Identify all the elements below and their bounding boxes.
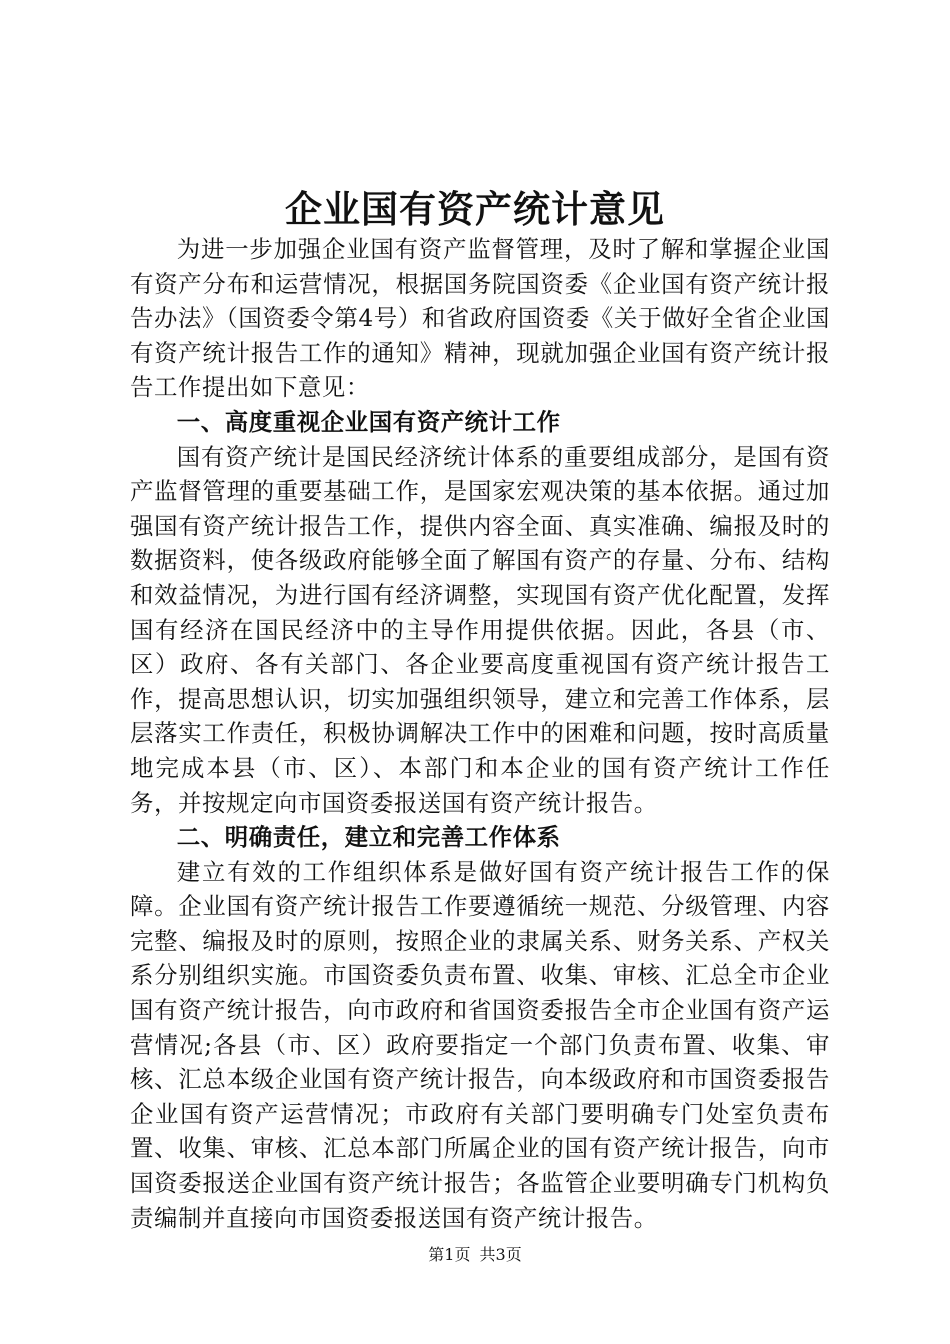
page-total: 共3页 — [479, 1245, 522, 1264]
document-body — [130, 232, 830, 1235]
section-heading: 一、高度重视企业国有资产统计工作 — [176, 407, 561, 436]
intro-paragraph: 为进一步加强企业国有资产监督管理，及时了解和掌握企业国有资产分布和运营情况，根据国务院国资委《企业国有资产统计报告办法》（国资委令第4号）和省政府国资委《关于做好全省企业国有资产统计报告工作的通知》精神，现就加强企业国有资产统计报告工作提出如下意见： — [130, 235, 830, 402]
section-paragraph: 国有资产统计是国民经济统计体系的重要组成部分，是国有资产监督管理的重要基础工作，是国家宏观决策的基本依据。通过加强国有资产统计报告工作，提供内容全面、真实准确、编报及时的数据资料，使各级政府能够全面了解国有资产的存量、分布、结构和效益情况，为进行国有经济调整，实现国有资产优化配置，发挥国有经济在国民经济中的主导作用提供依据。因此，各县（市、区）政府、各有关部门、各企业要高度重视国有资产统计报告工作，提高思想认识，切实加强组织领导，建立和完善工作体系，层层落实工作责任，积极协调解决工作中的困难和问题，按时高质量地完成本县（市、区）、本部门和本企业的国有资产统计工作任务，并按规定向市国资委报送国有资产统计报告。 — [130, 442, 830, 817]
page-number: 第1页 — [428, 1245, 471, 1264]
section-heading: 二、明确责任，建立和完善工作体系 — [176, 823, 561, 852]
section-paragraph: 建立有效的工作组织体系是做好国有资产统计报告工作的保障。企业国有资产统计报告工作要遵循统一规范、分级管理、内容完整、编报及时的原则，按照企业的隶属关系、财务关系、产权关系分别组织实施。市国资委负责布置、收集、审核、汇总全市企业国有资产统计报告，向市政府和省国资委报告全市企业国有资产运营情况;各县（市、区）政府要指定一个部门负责布置、收集、审核、汇总本级企业国有资产统计报告，向本级政府和市国资委报告企业国有资产运营情况；市政府有关部门要明确专门处室负责布置、收集、审核、汇总本部门所属企业的国有资产统计报告，向市国资委报送企业国有资产统计报告；各监管企业要明确专门机构负责编制并直接向市国资委报送国有资产统计报告。 — [130, 857, 830, 1232]
page-title: 企业国有资产统计意见 — [285, 187, 665, 231]
page-footer — [0, 1244, 950, 1266]
